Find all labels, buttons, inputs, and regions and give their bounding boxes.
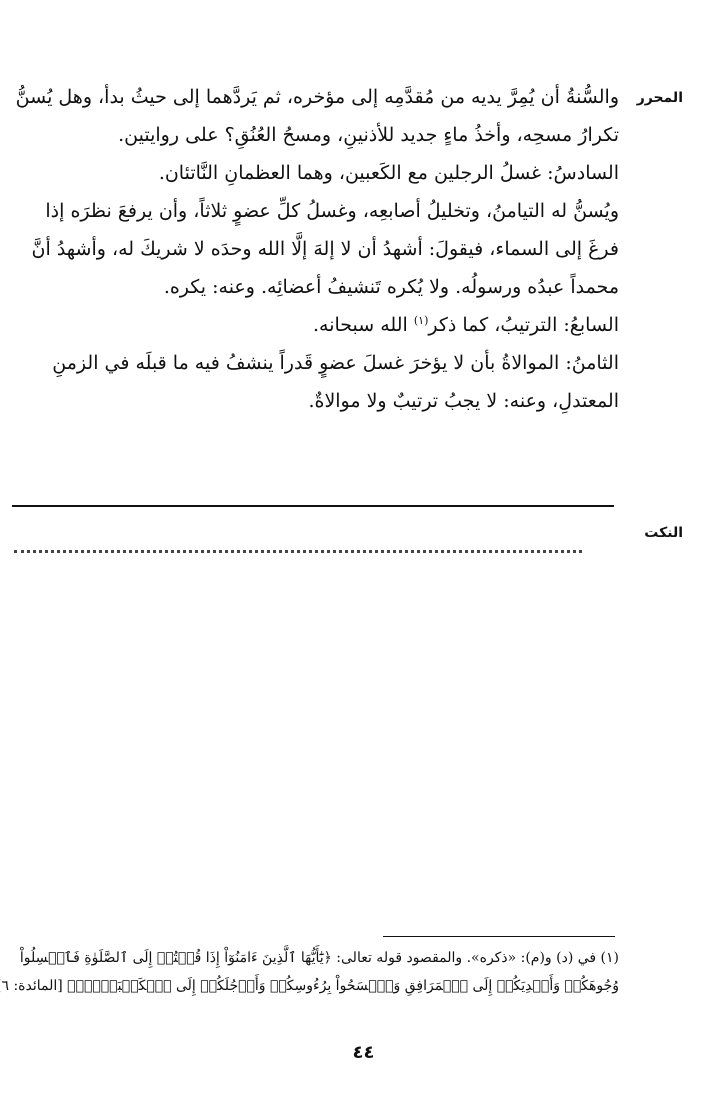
page-number: ٤٤ bbox=[352, 1042, 375, 1063]
footnote-line-1: (١) في (د) و(م): «ذكره». والمقصود قوله تعالى: ﴿يَٰٓأَيُّهَا ٱلَّذِينَ ءَامَنُوٓاْ إِذَا قُمۡتُمۡ إِلَى ٱلصَّلَوٰةِ فَٱغۡسِلُواْ bbox=[19, 950, 619, 966]
text-line-6: محمداً عبدُه ورسولُه. ولا يُكره تَنشيفُ أعضائِه. وعنه: يكره. bbox=[163, 276, 619, 298]
main-text-block bbox=[0, 78, 619, 420]
text-line-2: تكرارُ مسحِه، وأخذُ ماءٍ جديد للأذنينِ، ومسحُ العُنُقِ؟ على روايتين. bbox=[118, 124, 619, 146]
text-line-1: والسُّنةُ أن يُمِرَّ يديه من مُقدَّمِه إلى مؤخره، ثم يَردَّهما إلى حيثُ بدأ، وهل يُسنُّ bbox=[15, 86, 619, 108]
seventh-text: السابعُ: الترتيبُ، كما ذكر bbox=[428, 314, 619, 336]
text-line-3: السادسُ: غسلُ الرجلين مع الكَعبين، وهما العظمانِ النَّاتئان. bbox=[158, 162, 619, 184]
margin-label-muharrar: المحرر bbox=[636, 90, 683, 106]
footnote-line-2: وُجُوهَكُمۡ وَأَيۡدِيَكُمۡ إِلَى ٱلۡمَرَافِقِ وَٱمۡسَحُواْ بِرُءُوسِكُمۡ وَأَرۡجُلَكُمۡ إِلَى ٱلۡكَعۡبَيۡنِۚ﴾ [المائدة: ٦ bbox=[1, 978, 619, 994]
text-line-4: ويُسنُّ له التيامنُ، وتخليلُ أصابعِه، وغسلُ كلِّ عضوٍ ثلاثاً، وأن يرفعَ نظرَه إذا bbox=[45, 200, 619, 222]
text-line-9: المعتدلِ، وعنه: لا يجبُ ترتيبٌ ولا موالاةٌ. bbox=[308, 390, 619, 412]
text-line-7 bbox=[0, 306, 619, 344]
text-line-5: فرغَ إلى السماء، فيقولَ: أشهدُ أن لا إلهَ إلَّا الله وحدَه لا شريكَ له، وأشهدُ أنَّ bbox=[31, 238, 619, 260]
margin-label-nukat: النكت bbox=[644, 525, 683, 541]
footnote-ref: (١) bbox=[413, 314, 429, 327]
footnote-divider bbox=[383, 936, 615, 937]
dotted-placeholder-line bbox=[14, 536, 582, 553]
seventh-text-end: الله سبحانه. bbox=[312, 314, 414, 336]
section-divider bbox=[12, 505, 614, 507]
text-line-8: الثامنُ: الموالاةُ بأن لا يؤخرَ غسلَ عضوٍ قَدراً ينشفُ فيه ما قبلَه في الزمنِ bbox=[52, 352, 619, 374]
footnotes-block bbox=[0, 944, 619, 1000]
